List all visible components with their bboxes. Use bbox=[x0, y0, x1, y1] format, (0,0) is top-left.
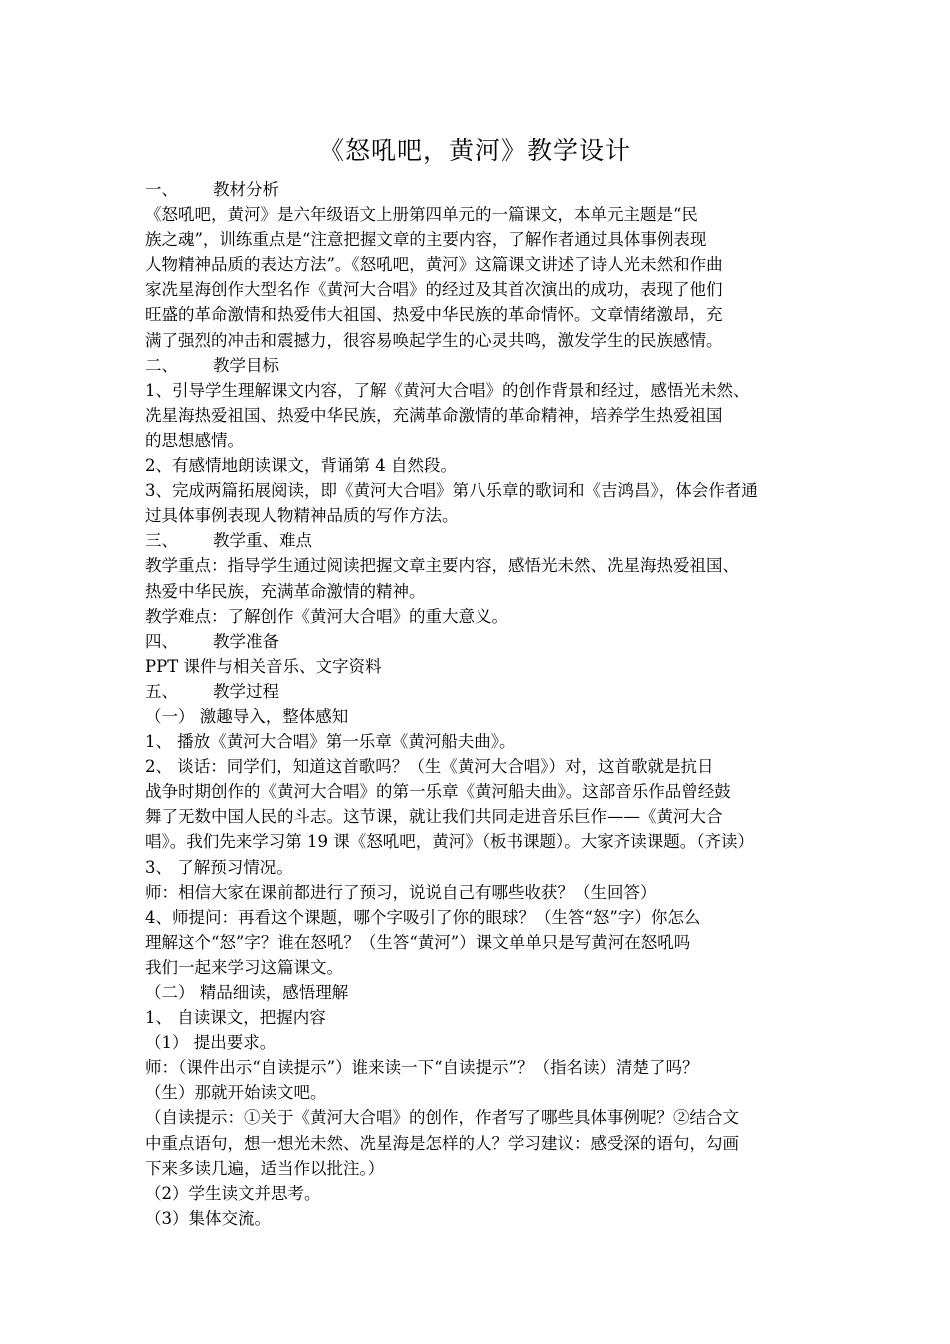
text-line: 旺盛的革命激情和热爱伟大祖国、热爱中华民族的革命情怀。文章情绪激昂，充 bbox=[145, 305, 723, 325]
section-heading bbox=[145, 629, 810, 654]
text-line: 师：相信大家在课前都进行了预习，说说自己有哪些收获？（生回答） bbox=[145, 882, 657, 902]
text-line: （自读提示：①关于《黄河大合唱》的创作，作者写了哪些具体事例呢？②结合文 bbox=[145, 1108, 739, 1128]
text-line: （生）那就开始读文吧。 bbox=[145, 1083, 327, 1103]
section-number: 二、 bbox=[145, 355, 178, 375]
text-line: （二） 精品细读，感悟理解 bbox=[145, 983, 349, 1002]
text-line: 1、 播放《黄河大合唱》第一乐章《黄河船夫曲》。 bbox=[145, 732, 516, 752]
text-line: （1） 提出要求。 bbox=[145, 1033, 277, 1053]
text-line: 家冼星海创作大型名作《黄河大合唱》的经过及其首次演出的成功，表现了他们 bbox=[145, 280, 723, 300]
section-heading-text: 教材分析 bbox=[213, 180, 279, 199]
section-heading-text: 教学目标 bbox=[213, 355, 279, 375]
text-line: 舞了无数中国人民的斗志。这节课，就让我们共同走进音乐巨作——《黄河大合 bbox=[145, 807, 723, 827]
text-line: 2、 谈话：同学们，知道这首歌吗？（生《黄河大合唱》）对，这首歌就是抗日 bbox=[145, 757, 714, 777]
text-line: 教学重点：指导学生通过阅读把握文章主要内容，感悟光未然、冼星海热爱祖国、 bbox=[145, 556, 739, 576]
text-line: 3、完成两篇拓展阅读，即《黄河大合唱》第八乐章的歌词和《吉鸿昌》，体会作者通 bbox=[145, 481, 758, 501]
text-line: 族之魂”，训练重点是“注意把握文章的主要内容，了解作者通过具体事例表现 bbox=[145, 230, 707, 250]
section-heading bbox=[145, 177, 810, 202]
section-heading bbox=[145, 353, 810, 378]
section-number: 五、 bbox=[145, 681, 178, 701]
text-line: 满了强烈的冲击和震撼力，很容易唤起学生的心灵共鸣，激发学生的民族感情。 bbox=[145, 330, 723, 350]
section-number: 四、 bbox=[145, 631, 178, 651]
text-line: 唱》。我们先来学习第 19 课《怒吼吧，黄河》（板书课题）。大家齐读课题。（齐读） bbox=[145, 832, 754, 852]
document-title: 《怒吼吧，黄河》教学设计 bbox=[318, 136, 631, 165]
section-heading bbox=[145, 679, 810, 704]
section-number: 三、 bbox=[145, 531, 178, 551]
text-line: 我们一起来学习这篇课文。 bbox=[145, 957, 343, 977]
section-heading bbox=[145, 528, 810, 553]
text-line: 《怒吼吧，黄河》是六年级语文上册第四单元的一篇课文，本单元主题是“民 bbox=[145, 205, 698, 225]
text-line: 4、师提问：再看这个课题，哪个字吸引了你的眼球？（生答“怒”字）你怎么 bbox=[145, 907, 701, 927]
text-line: 理解这个“怒”字？谁在怒吼？（生答“黄河”）课文单单只是写黄河在怒吼吗 bbox=[145, 932, 691, 952]
text-line: 2、有感情地朗读课文，背诵第 4 自然段。 bbox=[145, 456, 457, 476]
text-line: 师：（课件出示“自读提示”）谁来读一下“自读提示”？（指名读）清楚了吗？ bbox=[145, 1058, 699, 1078]
text-line: 1、 自读课文，把握内容 bbox=[145, 1008, 326, 1028]
text-line: 过具体事例表现人物精神品质的写作方法。 bbox=[145, 506, 459, 526]
section-heading-text: 教学过程 bbox=[213, 681, 279, 701]
text-line: PPT 课件与相关音乐、文字资料 bbox=[145, 656, 382, 676]
text-line: 1、引导学生理解课文内容，了解《黄河大合唱》的创作背景和经过，感悟光未然、 bbox=[145, 380, 750, 400]
text-line: （3）集体交流。 bbox=[145, 1208, 271, 1228]
text-line: 中重点语句，想一想光未然、冼星海是怎样的人？学习建议：感受深的语句，勾画 bbox=[145, 1133, 739, 1153]
text-line: 教学难点：了解创作《黄河大合唱》的重大意义。 bbox=[145, 606, 508, 626]
text-line: 下来多读几遍，适当作以批注。） bbox=[145, 1158, 385, 1178]
text-line: 冼星海热爱祖国、热爱中华民族，充满革命激情的革命精神，培养学生热爱祖国 bbox=[145, 405, 723, 425]
text-line: （2）学生读文并思考。 bbox=[145, 1183, 321, 1203]
document-body bbox=[145, 177, 810, 1231]
text-line: （一） 激趣导入，整体感知 bbox=[145, 706, 349, 726]
text-line: 的思想感情。 bbox=[145, 430, 244, 450]
section-number: 一、 bbox=[145, 180, 178, 199]
section-heading-text: 教学重、难点 bbox=[213, 531, 312, 551]
section-heading-text: 教学准备 bbox=[213, 631, 279, 651]
text-line: 热爱中华民族，充满革命激情的精神。 bbox=[145, 581, 426, 601]
text-line: 人物精神品质的表达方法”。《怒吼吧，黄河》这篇课文讲述了诗人光未然和作曲 bbox=[145, 255, 723, 275]
text-line: 战争时期创作的《黄河大合唱》的第一乐章《黄河船夫曲》。这部音乐作品曾经鼓 bbox=[145, 782, 731, 802]
text-line: 3、 了解预习情况。 bbox=[145, 857, 293, 877]
